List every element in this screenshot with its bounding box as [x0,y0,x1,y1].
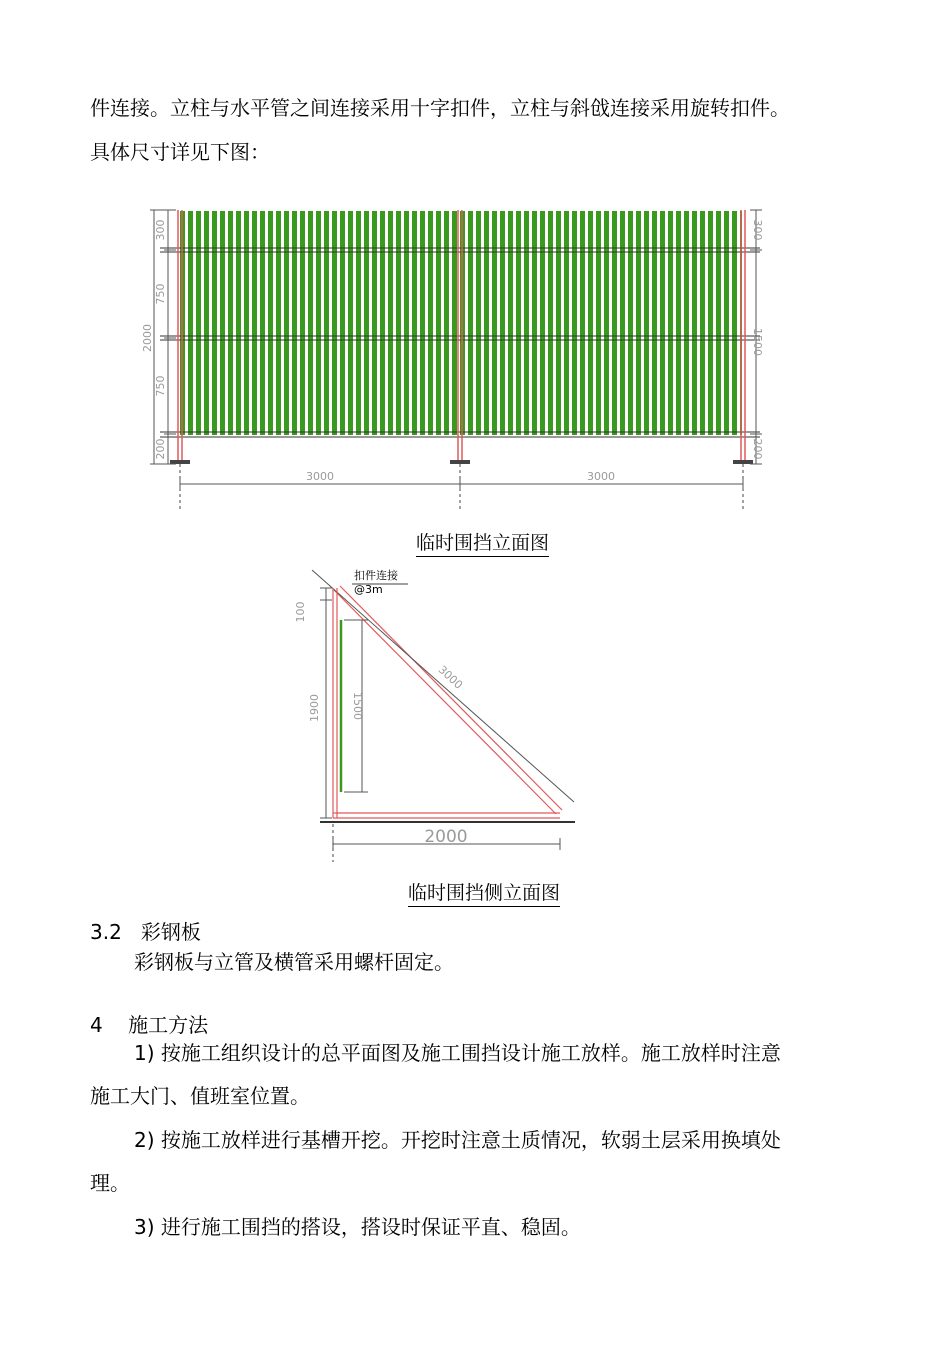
note-spacing: @3m [354,583,383,596]
item-2-line-2: 理。 [90,1171,130,1195]
center-lines [180,464,743,512]
dim-top-100: 100 [294,601,307,623]
dim-right-1500: 1500 [751,328,764,356]
dim-bottom-3000-left: 3000 [306,470,334,483]
section-3-2-heading [90,920,201,944]
item-1-line-2: 施工大门、值班室位置。 [90,1084,310,1108]
dim-right-200: 200 [751,438,764,460]
dim-left-300: 300 [154,219,167,241]
section-3-2-title: 彩钢板 [140,920,201,944]
side-elevation-drawing [290,562,590,870]
dim-left-750-bottom: 750 [154,375,167,397]
section-3-2-number: 3.2 [90,920,122,944]
dim-panel-1500: 1500 [351,692,364,720]
item-1-line-1: 1) 按施工组织设计的总平面图及施工围挡设计施工放样。施工放样时注意 [134,1041,781,1065]
dim-right-300: 300 [751,219,764,241]
dim-height-1900: 1900 [308,694,321,722]
section-4-heading [90,1013,208,1037]
dim-total-2000: 2000 [141,324,154,352]
dim-left-200: 200 [154,438,167,460]
paragraph-line-1: 件连接。立柱与水平管之间连接采用十字扣件，立柱与斜戗连接采用旋转扣件。 [90,96,790,120]
section-4-title: 施工方法 [128,1013,209,1037]
elevation-caption: 临时围挡立面图 [416,531,549,557]
dim-bottom-3000-right: 3000 [587,470,615,483]
item-2-line-1: 2) 按施工放样进行基槽开挖。开挖时注意土质情况，软弱土层采用换填处 [134,1128,781,1152]
dim-base-2000: 2000 [424,827,468,847]
dim-left-750-top: 750 [154,283,167,305]
note-clamp: 扣件连接 [354,569,398,582]
dim-brace-3000: 3000 [435,663,466,692]
base-beam [333,813,560,818]
bottom-dimension-lines [180,479,743,489]
section-3-2-text: 彩钢板与立管及横管采用螺杆固定。 [134,950,454,974]
section-4-number: 4 [90,1013,103,1037]
ground-bases [170,460,753,464]
vertical-post [333,588,337,818]
green-panel-slats [180,211,742,435]
item-3-line: 3) 进行施工围挡的搭设，搭设时保证平直、稳固。 [134,1215,581,1239]
elevation-drawing [140,200,780,518]
paragraph-line-2: 具体尺寸详见下图： [90,140,270,164]
brace-dimension-line [312,570,574,802]
side-elevation-caption: 临时围挡侧立面图 [408,881,560,907]
